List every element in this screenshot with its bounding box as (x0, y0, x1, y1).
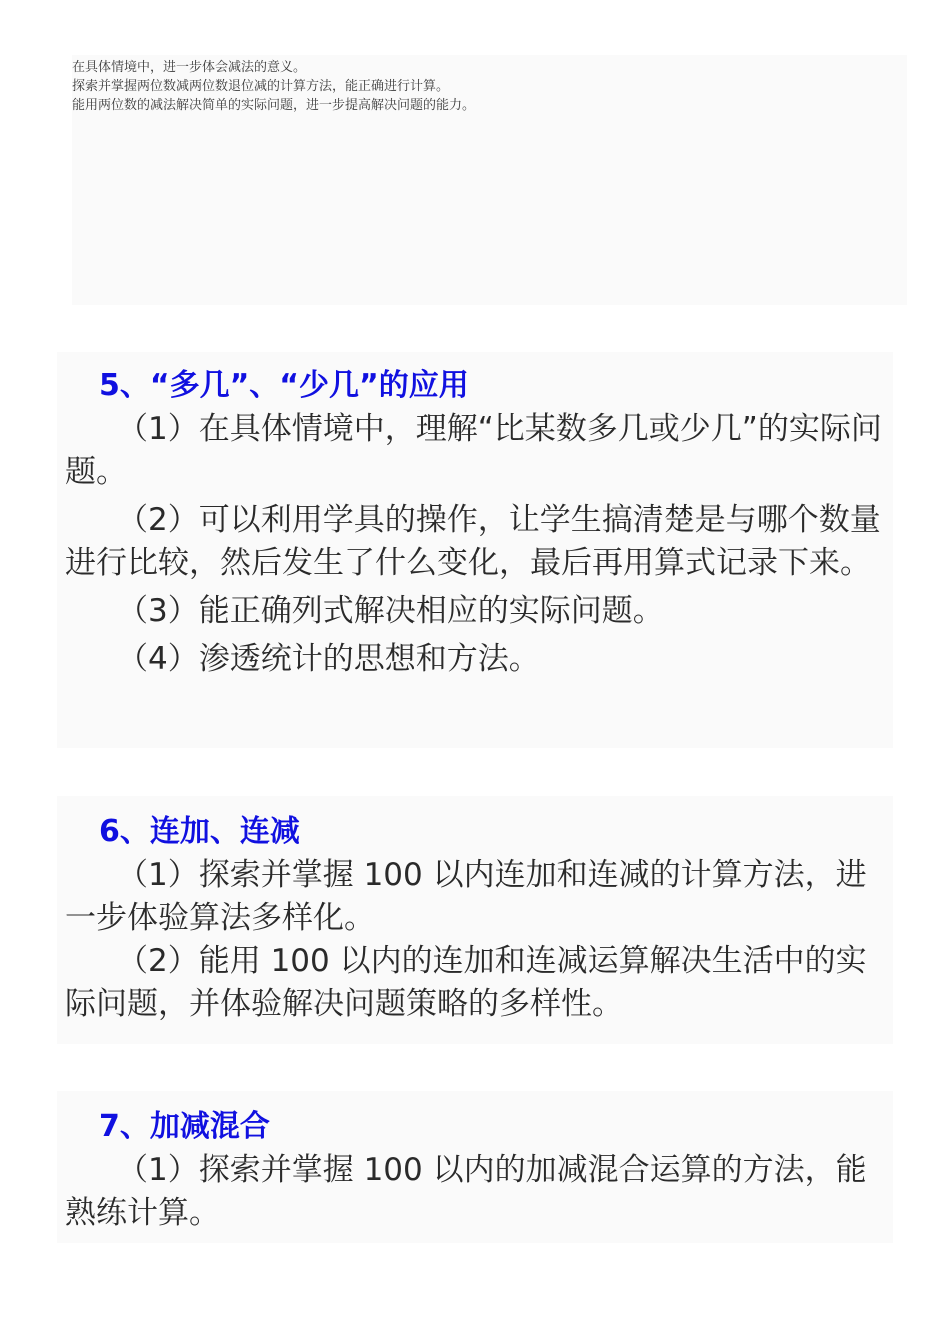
section-heading: 5、“多几”、“少几”的应用 (99, 368, 469, 403)
objective-line: 能用两位数的减法解决简单的实际问题，进一步提高解决问题的能力。 (72, 98, 476, 113)
objective-line: 探索并掌握两位数减两位数退位减的计算方法，能正确进行计算。 (72, 79, 450, 94)
section-7 (57, 1091, 893, 1243)
section-heading: 6、连加、连减 (99, 814, 300, 849)
section-paragraph: （1）在具体情境中，理解“比某数多几或少几”的实际问题。 (65, 411, 882, 490)
section-paragraph: （2）可以利用学具的操作，让学生搞清楚是与哪个数量进行比较，然后发生了什么变化，最后再用算式记录下来。 (65, 502, 881, 581)
section-paragraph: （2）能用 100 以内的连加和连减运算解决生活中的实际问题，并体验解决问题策略的多样性。 (65, 943, 867, 1022)
section-6 (57, 796, 893, 1044)
section-paragraph: （3）能正确列式解决相应的实际问题。 (117, 593, 664, 629)
section-paragraph: （4）渗透统计的思想和方法。 (117, 641, 540, 677)
section-paragraph: （1）探索并掌握 100 以内连加和连减的计算方法，进一步体验算法多样化。 (65, 857, 867, 936)
section-paragraph: （1）探索并掌握 100 以内的加减混合运算的方法，能熟练计算。 (65, 1152, 867, 1231)
objectives-panel (72, 55, 907, 305)
section-heading: 7、加减混合 (99, 1109, 270, 1144)
objective-line: 在具体情境中，进一步体会减法的意义。 (72, 60, 307, 75)
section-5 (57, 352, 893, 748)
